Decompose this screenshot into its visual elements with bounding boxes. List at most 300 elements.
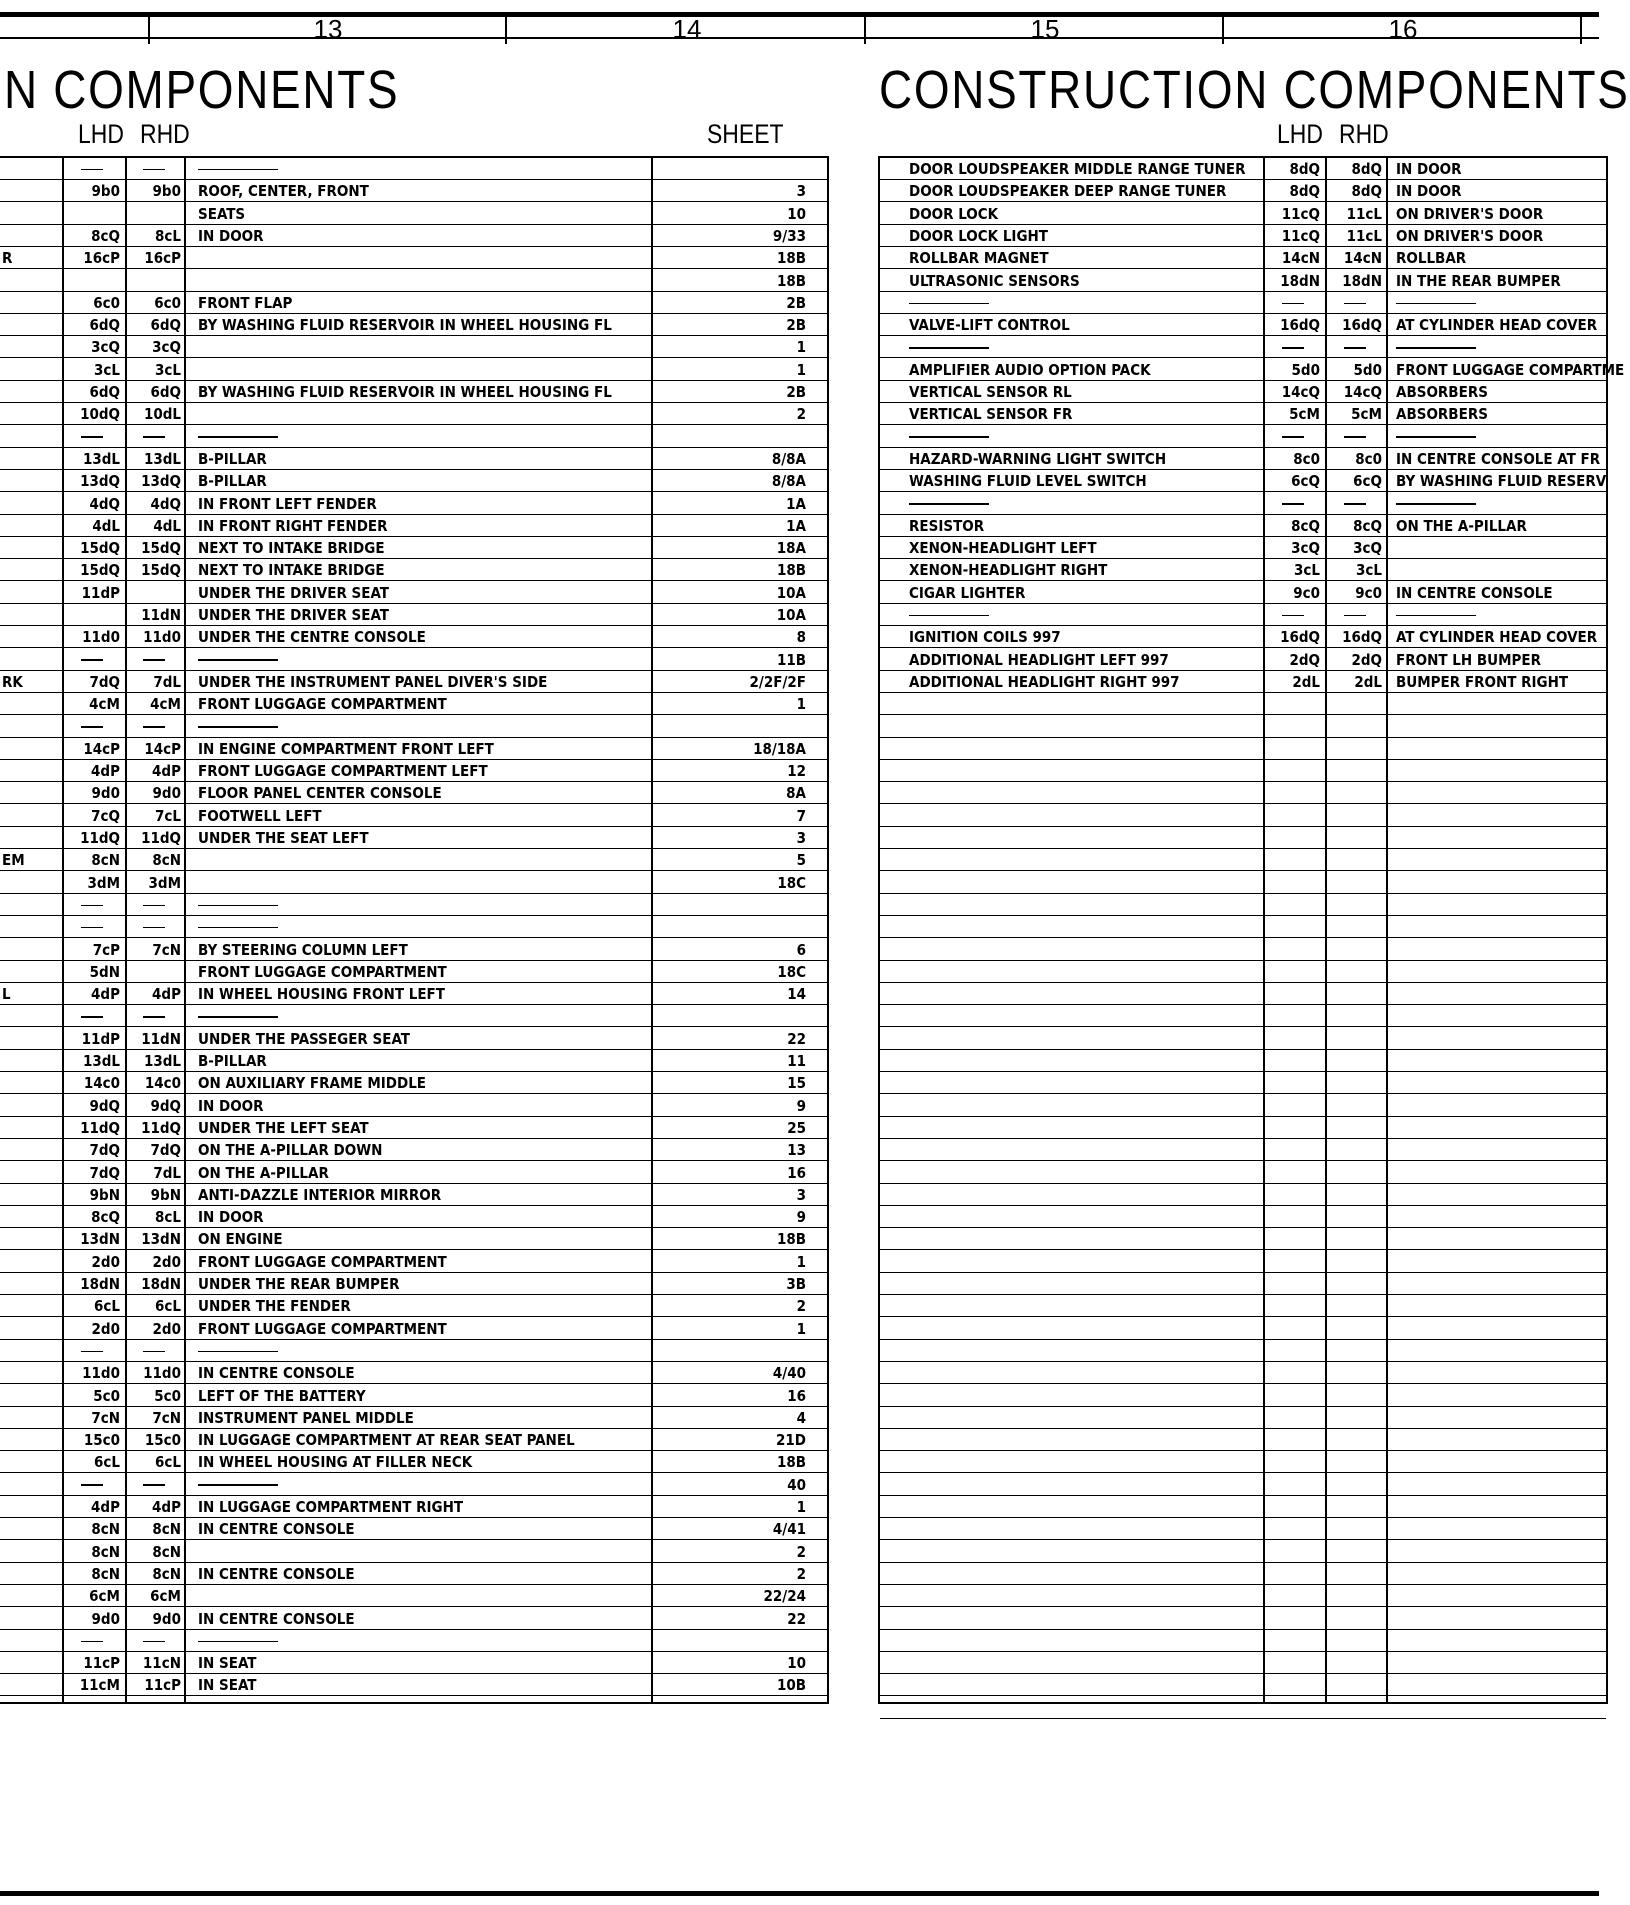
rhd-location-code: 5cM	[1351, 405, 1382, 424]
installation-location: BY WASHING FLUID RESERVOIR IN WHEEL HOUSING FL	[198, 316, 612, 335]
rhd-location-code: 6cQ	[1353, 472, 1382, 491]
empty-dash	[1396, 303, 1476, 305]
table-row	[880, 1340, 1606, 1362]
rhd-location-code	[1327, 1385, 1382, 1406]
rhd-location-code	[1327, 1072, 1382, 1093]
lhd-location-code: 6c0	[93, 293, 120, 312]
lhd-location-code: 8cN	[91, 1542, 120, 1561]
component-name: ADDITIONAL HEADLIGHT RIGHT 997	[909, 672, 1180, 691]
empty-dash	[143, 726, 165, 728]
empty-dash	[143, 1351, 165, 1353]
rhd-location-code	[1327, 604, 1382, 625]
installation-location: FRONT LUGGAGE COMPARTMENT LEFT	[198, 762, 488, 781]
lhd-location-code	[1265, 1117, 1320, 1138]
rhd-location-code	[127, 158, 181, 179]
table-row	[880, 225, 1606, 247]
rhd-location-code	[1327, 1139, 1382, 1160]
sheet-reference: 7	[796, 806, 806, 825]
table-row	[880, 582, 1606, 604]
table-row	[880, 939, 1606, 961]
table-row	[880, 247, 1606, 269]
lhd-location-code	[1265, 1652, 1320, 1673]
component-name: DOOR LOCK LIGHT	[909, 226, 1049, 245]
component-name	[2, 448, 60, 469]
zone-number-15: 15	[1030, 14, 1060, 44]
lhd-location-code: 13dN	[80, 1230, 120, 1249]
rhd-location-code	[1327, 336, 1382, 357]
rhd-location-code: 15dQ	[141, 561, 181, 580]
rhd-location-code: 18dN	[1342, 271, 1382, 290]
installation-location: ABSORBERS	[1396, 383, 1488, 401]
empty-dash	[1344, 503, 1366, 505]
lhd-location-code: 4dQ	[89, 494, 120, 513]
left-header-rhd: RHD	[140, 119, 190, 149]
rhd-location-code	[1327, 939, 1382, 960]
component-name	[2, 604, 60, 625]
component-name	[2, 537, 60, 558]
table-row	[0, 1005, 827, 1027]
rhd-location-code	[1327, 961, 1382, 982]
installation-location	[198, 1585, 648, 1606]
installation-location	[1396, 693, 1606, 714]
sheet-reference	[654, 716, 806, 737]
rhd-location-code: 9dQ	[150, 1096, 181, 1115]
lhd-location-code: 3cQ	[91, 338, 120, 357]
component-name	[909, 493, 1259, 514]
empty-dash	[1344, 347, 1366, 349]
installation-location	[198, 158, 648, 179]
lhd-location-code: 3dM	[87, 873, 120, 892]
table-row	[0, 292, 827, 314]
installation-location	[1396, 760, 1606, 781]
table-row	[0, 827, 827, 849]
lhd-location-code	[64, 604, 120, 625]
lhd-location-code: 16dQ	[1280, 316, 1320, 335]
rhd-location-code: 7dL	[153, 672, 181, 691]
component-name	[2, 626, 60, 647]
installation-location: SEATS	[198, 204, 246, 223]
installation-location	[1396, 1541, 1606, 1562]
component-name	[909, 872, 1259, 893]
lhd-location-code: 11d0	[82, 1364, 120, 1383]
component-name	[2, 1139, 60, 1160]
installation-location: IN DOOR	[198, 1096, 264, 1115]
lhd-location-code	[1265, 894, 1320, 915]
empty-dash	[1344, 615, 1366, 617]
sheet-reference: 3	[796, 182, 806, 201]
installation-location	[1396, 1206, 1606, 1227]
component-name	[2, 1585, 60, 1606]
table-row	[0, 1474, 827, 1496]
component-name	[2, 225, 60, 246]
rhd-location-code: 4dQ	[150, 494, 181, 513]
installation-location: FRONT LUGGAGE COMPARTMENT	[198, 962, 447, 981]
lhd-location-code	[1265, 939, 1320, 960]
empty-dash	[1282, 436, 1304, 438]
installation-location	[1396, 961, 1606, 982]
installation-location: IN THE REAR BUMPER	[1396, 271, 1561, 290]
installation-location	[198, 872, 648, 893]
component-name	[909, 916, 1259, 937]
table-row	[880, 1072, 1606, 1094]
installation-location	[1396, 939, 1606, 960]
component-name	[909, 1228, 1259, 1249]
component-name	[909, 1608, 1259, 1629]
table-row	[0, 314, 827, 336]
table-row	[880, 1117, 1606, 1139]
table-row	[0, 1028, 827, 1050]
component-name	[2, 582, 60, 603]
rhd-location-code	[1327, 760, 1382, 781]
component-name	[909, 1095, 1259, 1116]
lhd-location-code: 7cN	[91, 1408, 120, 1427]
component-name	[2, 1050, 60, 1071]
component-name: ADDITIONAL HEADLIGHT LEFT 997	[909, 650, 1169, 669]
sheet-reference: 21D	[776, 1431, 806, 1450]
rhd-location-code: 13dL	[143, 449, 181, 468]
lhd-location-code: 5c0	[93, 1386, 120, 1405]
installation-location	[1396, 1630, 1606, 1651]
rhd-location-code: 7cN	[152, 1408, 181, 1427]
table-row	[880, 1028, 1606, 1050]
table-row	[0, 961, 827, 983]
table-row	[0, 1407, 827, 1429]
table-row	[0, 1228, 827, 1250]
lhd-location-code: 15dQ	[80, 561, 120, 580]
installation-location	[198, 270, 648, 291]
installation-location: ON AUXILIARY FRAME MIDDLE	[198, 1074, 427, 1093]
table-row	[0, 1608, 827, 1630]
table-row	[880, 1318, 1606, 1340]
table-row	[0, 493, 827, 515]
component-name	[909, 983, 1259, 1004]
table-row	[880, 983, 1606, 1005]
table-row	[880, 1362, 1606, 1384]
empty-dash	[81, 927, 103, 929]
table-row	[0, 359, 827, 381]
installation-location	[198, 336, 648, 357]
component-name	[2, 1295, 60, 1316]
table-row	[880, 649, 1606, 671]
installation-location: FLOOR PANEL CENTER CONSOLE	[198, 784, 442, 803]
rhd-location-code: 14c0	[144, 1074, 181, 1093]
component-name	[909, 1117, 1259, 1138]
table-row	[880, 626, 1606, 648]
lhd-location-code	[1265, 1451, 1320, 1472]
table-row	[880, 403, 1606, 425]
rhd-location-code: 5c0	[154, 1386, 181, 1405]
lhd-location-code: 8cN	[91, 1564, 120, 1583]
component-name: RESISTOR	[909, 516, 985, 535]
component-name	[2, 1429, 60, 1450]
sheet-reference: 40	[787, 1475, 806, 1494]
table-row	[0, 559, 827, 581]
table-row	[0, 626, 827, 648]
rhd-location-code	[1327, 1674, 1382, 1695]
table-row	[0, 1318, 827, 1340]
empty-dash	[143, 659, 165, 661]
lhd-location-code: 11dQ	[80, 1118, 120, 1137]
rhd-location-code	[1327, 894, 1382, 915]
rhd-location-code: 6cL	[155, 1453, 181, 1472]
sheet-reference: 3B	[786, 1275, 806, 1293]
empty-dash	[143, 1016, 165, 1018]
lhd-location-code: 9d0	[91, 1609, 120, 1628]
component-name	[2, 1005, 60, 1026]
rhd-location-code: 11dQ	[141, 829, 181, 847]
lhd-location-code: 14cP	[83, 739, 120, 758]
component-name	[2, 894, 60, 915]
rhd-location-code	[1327, 693, 1382, 714]
component-name: AMPLIFIER AUDIO OPTION PACK	[909, 360, 1151, 379]
component-name	[2, 716, 60, 737]
sheet-reference	[654, 1630, 806, 1651]
lhd-location-code: 13dL	[82, 1052, 120, 1070]
sheet-reference: 1	[796, 1319, 806, 1338]
table-row	[880, 1206, 1606, 1228]
installation-location: B-PILLAR	[198, 472, 267, 491]
rhd-location-code: 4cM	[150, 695, 181, 714]
table-row	[0, 872, 827, 894]
table-row	[880, 158, 1606, 180]
installation-location	[1396, 1318, 1606, 1339]
installation-location	[1396, 493, 1606, 514]
component-name	[2, 872, 60, 893]
lhd-location-code: 11cQ	[1281, 204, 1320, 223]
sheet-reference: 14	[787, 985, 806, 1004]
lhd-location-code: 8dQ	[1289, 182, 1320, 201]
table-row	[0, 1362, 827, 1384]
rhd-location-code: 14cQ	[1343, 383, 1382, 401]
table-row	[0, 158, 827, 180]
installation-location	[1396, 738, 1606, 759]
table-row	[880, 1608, 1606, 1630]
rhd-location-code	[1327, 1095, 1382, 1116]
lhd-location-code: 14cQ	[1281, 383, 1320, 401]
installation-location: B-PILLAR	[198, 449, 267, 468]
sheet-reference: 5	[796, 851, 806, 870]
installation-location	[1396, 872, 1606, 893]
table-row	[0, 1674, 827, 1696]
zone-number-16: 16	[1388, 14, 1418, 44]
empty-dash	[909, 347, 989, 349]
table-row	[0, 537, 827, 559]
component-name	[909, 1496, 1259, 1517]
component-name	[909, 1028, 1259, 1049]
component-name	[2, 270, 60, 291]
sheet-reference: 9	[796, 1208, 806, 1227]
empty-dash	[909, 503, 989, 505]
sheet-reference: 18B	[776, 1453, 806, 1472]
installation-location	[1396, 336, 1606, 357]
sheet-reference: 10A	[776, 583, 806, 602]
installation-location	[198, 1340, 648, 1361]
lhd-location-code: 5cM	[1289, 405, 1320, 424]
lhd-location-code: 9bN	[89, 1185, 120, 1204]
sheet-reference: 8A	[786, 784, 806, 803]
zone-ruler	[0, 12, 1599, 44]
installation-location: FRONT LUGGAGE COMPARTMENT	[198, 1319, 447, 1338]
table-row	[0, 470, 827, 492]
component-name: VERTICAL SENSOR RL	[909, 383, 1072, 401]
rhd-location-code	[127, 582, 181, 603]
installation-location: UNDER THE LEFT SEAT	[198, 1118, 369, 1137]
rhd-location-code	[1327, 1496, 1382, 1517]
right-components-table	[878, 156, 1625, 1704]
component-name	[2, 559, 60, 580]
empty-dash	[81, 1016, 103, 1018]
empty-dash	[81, 1351, 103, 1353]
rhd-location-code	[1327, 1273, 1382, 1294]
component-name	[909, 1474, 1259, 1495]
installation-location	[1396, 1251, 1606, 1272]
lhd-location-code: 16dQ	[1280, 628, 1320, 647]
rhd-location-code	[1327, 1429, 1382, 1450]
rhd-location-code	[1327, 1362, 1382, 1383]
installation-location	[1396, 1139, 1606, 1160]
sheet-reference: 9/33	[772, 226, 806, 245]
installation-location: FRONT LUGGAGE COMPARTME	[1396, 360, 1625, 379]
installation-location	[198, 649, 648, 670]
lhd-location-code: 8cQ	[91, 1208, 120, 1227]
lhd-location-code	[1265, 827, 1320, 848]
sheet-reference	[654, 916, 806, 937]
table-row	[0, 916, 827, 938]
rhd-location-code	[1327, 1295, 1382, 1316]
lhd-location-code: 18dN	[1280, 271, 1320, 290]
rhd-location-code: 3dM	[148, 873, 181, 892]
rhd-location-code: 11dN	[141, 1029, 181, 1048]
table-row	[0, 448, 827, 470]
lhd-location-code: 14c0	[83, 1074, 120, 1093]
rhd-location-code	[1327, 1474, 1382, 1495]
lhd-location-code	[1265, 805, 1320, 826]
rhd-location-code: 4dL	[153, 516, 181, 535]
component-name	[909, 1340, 1259, 1361]
lhd-location-code: 11cQ	[1281, 226, 1320, 245]
sheet-reference: 10	[787, 1654, 806, 1673]
sheet-reference	[654, 426, 806, 447]
table-row	[880, 1273, 1606, 1295]
installation-location	[1396, 1273, 1606, 1294]
installation-location	[1396, 805, 1606, 826]
sheet-reference: 1	[796, 360, 806, 379]
lhd-location-code	[1265, 916, 1320, 937]
lhd-location-code	[64, 1005, 120, 1026]
right-header-rhd: RHD	[1339, 119, 1389, 149]
sheet-reference: 1	[796, 695, 806, 714]
component-name	[2, 738, 60, 759]
rhd-location-code	[1327, 983, 1382, 1004]
rhd-location-code: 8cQ	[1353, 516, 1382, 535]
component-name	[2, 381, 60, 402]
sheet-reference: 18/18A	[753, 739, 806, 758]
installation-location	[1396, 1095, 1606, 1116]
empty-dash	[198, 436, 278, 438]
installation-location	[1396, 292, 1606, 313]
table-row	[880, 1407, 1606, 1429]
component-name	[909, 1585, 1259, 1606]
lhd-location-code	[1265, 1273, 1320, 1294]
rhd-location-code: 9d0	[152, 784, 181, 803]
component-name	[909, 1385, 1259, 1406]
installation-location	[1396, 1496, 1606, 1517]
lhd-location-code: 2d0	[91, 1252, 120, 1271]
component-name	[909, 894, 1259, 915]
rhd-location-code	[1327, 1228, 1382, 1249]
rhd-location-code	[127, 1340, 181, 1361]
table-row	[0, 1050, 827, 1072]
installation-location	[1396, 1518, 1606, 1539]
table-row	[880, 381, 1606, 403]
empty-dash	[81, 169, 103, 171]
table-row	[0, 1451, 827, 1473]
lhd-location-code: 4cM	[89, 695, 120, 714]
lhd-location-code	[64, 158, 120, 179]
table-row	[880, 738, 1606, 760]
lhd-location-code: 3cQ	[1291, 539, 1320, 558]
table-row	[0, 225, 827, 247]
sheet-reference	[654, 158, 806, 179]
installation-location	[198, 426, 648, 447]
component-name	[2, 359, 60, 380]
component-name	[909, 336, 1259, 357]
lhd-location-code	[64, 916, 120, 937]
component-name	[2, 1162, 60, 1183]
empty-dash	[143, 436, 165, 438]
installation-location: ON DRIVER'S DOOR	[1396, 204, 1544, 223]
rhd-location-code	[1327, 1652, 1382, 1673]
table-row	[880, 1451, 1606, 1473]
lhd-location-code: 15c0	[83, 1431, 120, 1450]
sheet-reference: 10	[787, 204, 806, 223]
rhd-location-code: 7dL	[153, 1163, 181, 1182]
installation-location	[198, 849, 648, 870]
rhd-location-code: 3cL	[1356, 561, 1382, 580]
rhd-location-code: 6cM	[150, 1587, 181, 1606]
installation-location: IN DOOR	[1396, 182, 1462, 201]
installation-location	[198, 1005, 648, 1026]
component-name	[909, 849, 1259, 870]
component-name: DOOR LOUDSPEAKER DEEP RANGE TUNER	[909, 182, 1227, 201]
sheet-reference: 2/2F/2F	[749, 672, 806, 691]
lhd-location-code: 15dQ	[80, 539, 120, 558]
installation-location: IN CENTRE CONSOLE	[198, 1520, 355, 1539]
lhd-location-code: 11cM	[79, 1676, 120, 1695]
sheet-reference: 4/41	[772, 1520, 806, 1539]
rhd-location-code	[1327, 1608, 1382, 1629]
installation-location	[1396, 1608, 1606, 1629]
component-name	[909, 1184, 1259, 1205]
rhd-location-code	[1327, 1451, 1382, 1472]
installation-location	[1396, 1563, 1606, 1584]
empty-dash	[143, 905, 165, 907]
lhd-location-code	[1265, 1697, 1320, 1718]
lhd-location-code	[1265, 1295, 1320, 1316]
component-name: L	[2, 985, 11, 1004]
installation-location	[1396, 1162, 1606, 1183]
installation-location: ROOF, CENTER, FRONT	[198, 182, 369, 201]
rhd-location-code	[127, 649, 181, 670]
component-name	[2, 1563, 60, 1584]
table-row	[880, 961, 1606, 983]
component-name	[2, 782, 60, 803]
empty-dash	[198, 659, 278, 661]
sheet-reference: 8	[796, 628, 806, 647]
rhd-location-code: 4dP	[152, 985, 181, 1004]
empty-dash	[81, 1641, 103, 1643]
component-name	[909, 1273, 1259, 1294]
